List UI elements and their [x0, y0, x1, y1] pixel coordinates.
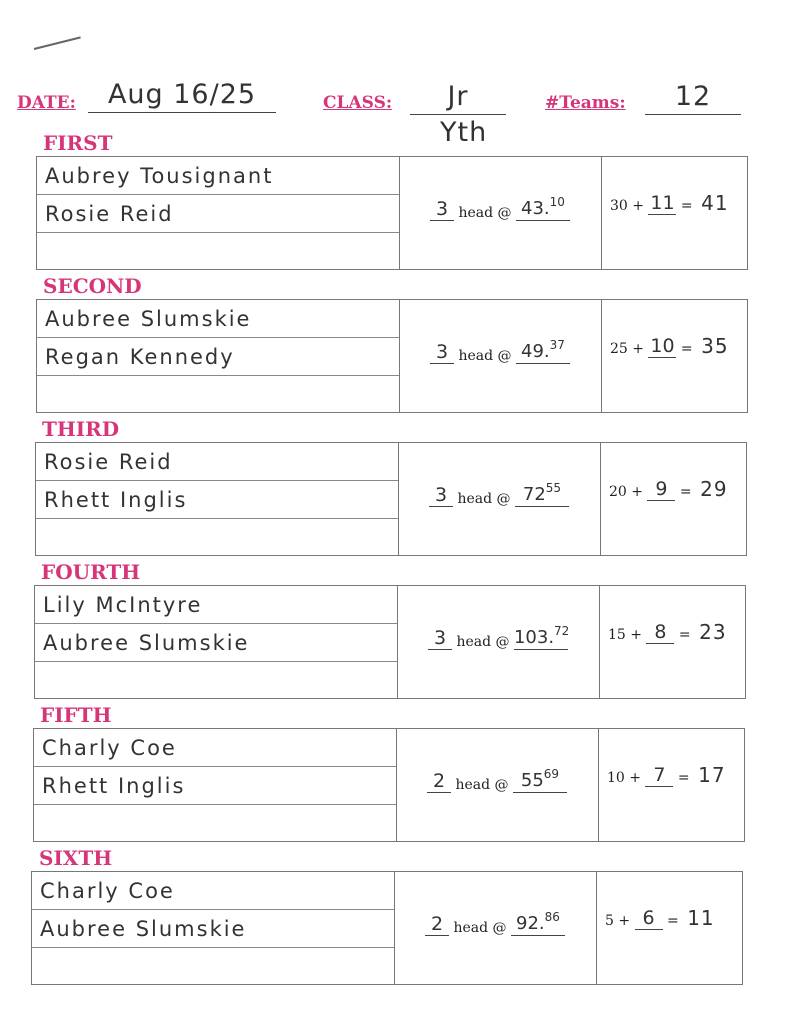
weight-decimal: 10 — [549, 195, 565, 209]
placing-table-fifth — [33, 728, 745, 842]
exhibitor-name: Aubrey Tousignant — [37, 157, 399, 195]
equals-sign: = — [677, 770, 690, 786]
total-points: 41 — [701, 191, 729, 215]
head-weight-column — [398, 586, 600, 698]
date-label: DATE: — [17, 93, 76, 113]
weight-decimal: 72 — [554, 624, 570, 638]
points-column — [597, 872, 742, 984]
weight-value — [516, 334, 570, 364]
weight-decimal: 86 — [544, 910, 560, 924]
head-text: head @ — [456, 634, 510, 650]
bonus-points: 7 — [645, 764, 673, 787]
blank-name-line — [32, 948, 394, 986]
weight-whole: 49. — [521, 341, 550, 362]
exhibitor-name: Charly Coe — [32, 872, 394, 910]
bonus-points: 8 — [646, 621, 674, 644]
bonus-points: 10 — [650, 335, 675, 357]
placing-table-third — [35, 442, 747, 556]
weight-value — [516, 191, 570, 221]
head-count: 3 — [428, 627, 452, 650]
placing-label-first: FIRST — [43, 131, 113, 155]
weight-decimal: 69 — [543, 767, 560, 781]
exhibitor-name: Rhett Inglis — [36, 481, 398, 519]
placing-table-second — [36, 299, 748, 413]
base-points: 5 + — [605, 913, 631, 929]
total-points: 35 — [701, 334, 729, 358]
names-column — [37, 157, 400, 269]
weight-whole: 55 — [520, 770, 544, 791]
blank-name-line — [34, 805, 396, 843]
class-value-line1: Jr — [410, 80, 506, 115]
placing-table-first — [36, 156, 748, 270]
points-column — [599, 729, 744, 841]
head-weight-column — [400, 300, 602, 412]
placing-table-sixth — [31, 871, 743, 985]
names-column — [35, 586, 398, 698]
weight-whole: 72 — [522, 484, 546, 505]
base-points: 15 + — [608, 627, 642, 643]
total-points: 23 — [699, 620, 727, 644]
placing-table-fourth — [34, 585, 746, 699]
exhibitor-name: Lily McIntyre — [35, 586, 397, 624]
exhibitor-name: Rosie Reid — [36, 443, 398, 481]
placing-label-fourth: FOURTH — [41, 560, 141, 584]
teams-label: #Teams: — [545, 93, 626, 113]
equals-sign: = — [679, 484, 692, 500]
equals-sign: = — [680, 198, 693, 214]
head-count: 2 — [425, 913, 449, 936]
weight-value — [513, 763, 567, 793]
head-weight-column — [397, 729, 599, 841]
head-count: 3 — [430, 341, 454, 364]
total-points: 11 — [687, 906, 715, 930]
blank-name-line — [35, 662, 397, 700]
head-text: head @ — [455, 777, 509, 793]
base-points: 25 + — [610, 341, 644, 357]
exhibitor-name: Charly Coe — [34, 729, 396, 767]
equals-sign: = — [678, 627, 691, 643]
points-column — [600, 586, 745, 698]
points-column — [602, 300, 747, 412]
weight-value — [514, 620, 568, 650]
placing-label-third: THIRD — [42, 417, 120, 441]
equals-sign: = — [680, 341, 693, 357]
weight-whole: 103. — [513, 627, 555, 648]
head-count: 3 — [430, 198, 454, 221]
bonus-points: 6 — [635, 907, 663, 930]
exhibitor-name: Rhett Inglis — [34, 767, 396, 805]
points-column — [602, 157, 747, 269]
names-column — [32, 872, 395, 984]
total-points: 29 — [700, 477, 728, 501]
blank-name-line — [36, 519, 398, 557]
weight-whole: 43. — [521, 198, 550, 219]
head-weight-column — [395, 872, 597, 984]
names-column — [34, 729, 397, 841]
names-column — [36, 443, 399, 555]
weight-whole: 92. — [516, 913, 545, 934]
names-column — [37, 300, 400, 412]
class-label: CLASS: — [323, 93, 393, 113]
head-text: head @ — [453, 920, 507, 936]
placing-label-sixth: SIXTH — [39, 846, 113, 870]
base-points: 30 + — [610, 198, 644, 214]
head-count: 2 — [427, 770, 451, 793]
weight-decimal: 55 — [545, 481, 562, 495]
weight-decimal: 37 — [549, 338, 565, 352]
stray-pen-mark — [34, 36, 81, 50]
head-text: head @ — [458, 205, 512, 221]
exhibitor-name: Aubree Slumskie — [37, 300, 399, 338]
teams-value: 12 — [645, 80, 741, 115]
exhibitor-name: Aubree Slumskie — [35, 624, 397, 662]
bonus-points: 11 — [650, 192, 675, 214]
exhibitor-name: Aubree Slumskie — [32, 910, 394, 948]
placing-label-fifth: FIFTH — [40, 703, 112, 727]
base-points: 10 + — [607, 770, 641, 786]
bonus-points: 9 — [647, 478, 675, 501]
points-column — [601, 443, 746, 555]
weight-value — [515, 477, 569, 507]
placing-label-second: SECOND — [43, 274, 142, 298]
base-points: 20 + — [609, 484, 643, 500]
head-count: 3 — [429, 484, 453, 507]
blank-name-line — [37, 376, 399, 414]
exhibitor-name: Rosie Reid — [37, 195, 399, 233]
total-points: 17 — [698, 763, 726, 787]
head-weight-column — [400, 157, 602, 269]
weight-value — [511, 906, 565, 936]
exhibitor-name: Regan Kennedy — [37, 338, 399, 376]
equals-sign: = — [667, 913, 679, 929]
head-text: head @ — [457, 491, 511, 507]
head-weight-column — [399, 443, 601, 555]
blank-name-line — [37, 233, 399, 271]
head-text: head @ — [458, 348, 512, 364]
class-value-line2: Yth — [440, 117, 488, 148]
date-value: Aug 16/25 — [88, 78, 276, 113]
